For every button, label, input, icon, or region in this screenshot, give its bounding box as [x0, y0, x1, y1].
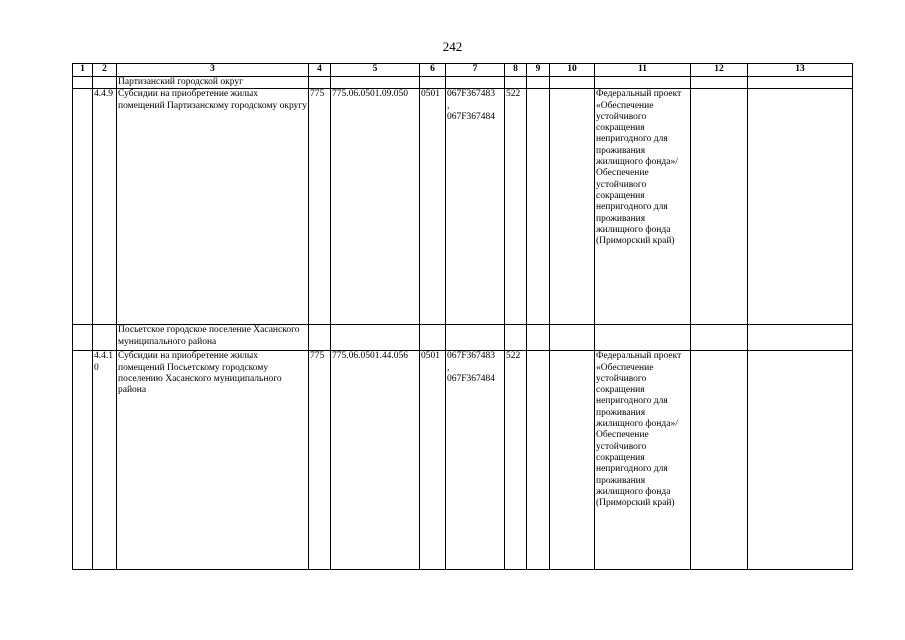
column-header: 13: [748, 64, 853, 77]
cell-col12: [691, 89, 748, 325]
table-header-row: [73, 64, 853, 77]
cell-item-number: 4.4.1 0: [93, 351, 117, 570]
cell-project: Федеральный проект «Обеспечение устойчивого сокращения непригодного для проживания жилищного фонда»/Обеспечение устойчивого сокращения непригодного для проживания жилищного фонда (Приморский край): [595, 89, 691, 325]
cell-project: Федеральный проект «Обеспечение устойчивого сокращения непригодного для проживания жилищного фонда»/Обеспечение устойчивого сокращения непригодного для проживания жилищного фонда (Приморский край): [595, 351, 691, 570]
cell-expense-type: 522: [505, 89, 527, 325]
column-header: 5: [331, 64, 420, 77]
cell-item-number: 4.4.9: [93, 89, 117, 325]
cell-target-code: 067F367483 , 067F367484: [446, 351, 505, 570]
section-heading: Посьетское городское поселение Хасанского муниципального района: [117, 325, 309, 351]
cell-col10: [550, 89, 595, 325]
table-row: [73, 89, 853, 325]
column-header: 10: [550, 64, 595, 77]
page-number: 242: [442, 39, 463, 54]
column-header: 4: [309, 64, 331, 77]
table-row: [73, 351, 853, 570]
cell-description: Субсидии на приобретение жилых помещений Посьетскому городскому поселению Хасанского муниципального района: [117, 351, 309, 570]
column-header: 2: [93, 64, 117, 77]
column-header: 6: [420, 64, 446, 77]
column-header: 7: [446, 64, 505, 77]
cell-col13: [748, 89, 853, 325]
section-heading-row: [73, 77, 853, 89]
cell-section-code: 0501: [420, 351, 446, 570]
budget-table: [72, 63, 853, 570]
section-heading-row: [73, 325, 853, 351]
cell-section-code: 0501: [420, 89, 446, 325]
cell-col13: [748, 351, 853, 570]
cell-col9: [527, 89, 550, 325]
section-heading: Партизанский городской округ: [117, 77, 309, 89]
column-header: 12: [691, 64, 748, 77]
cell-expense-type: 522: [505, 351, 527, 570]
cell-col10: [550, 351, 595, 570]
column-header: 8: [505, 64, 527, 77]
cell-budget-code: 775.06.0501.44.056: [331, 351, 420, 570]
cell-col1: [73, 351, 93, 570]
cell-col9: [527, 351, 550, 570]
cell-code: 775: [309, 89, 331, 325]
cell-budget-code: 775.06.0501.09.050: [331, 89, 420, 325]
column-header: 9: [527, 64, 550, 77]
column-header: 3: [117, 64, 309, 77]
cell-code: 775: [309, 351, 331, 570]
cell-target-code: 067F367483 , 067F367484: [446, 89, 505, 325]
cell-col12: [691, 351, 748, 570]
cell-col1: [73, 89, 93, 325]
cell-description: Субсидии на приобретение жилых помещений Партизанскому городскому округу: [117, 89, 309, 325]
column-header: 11: [595, 64, 691, 77]
column-header: 1: [73, 64, 93, 77]
